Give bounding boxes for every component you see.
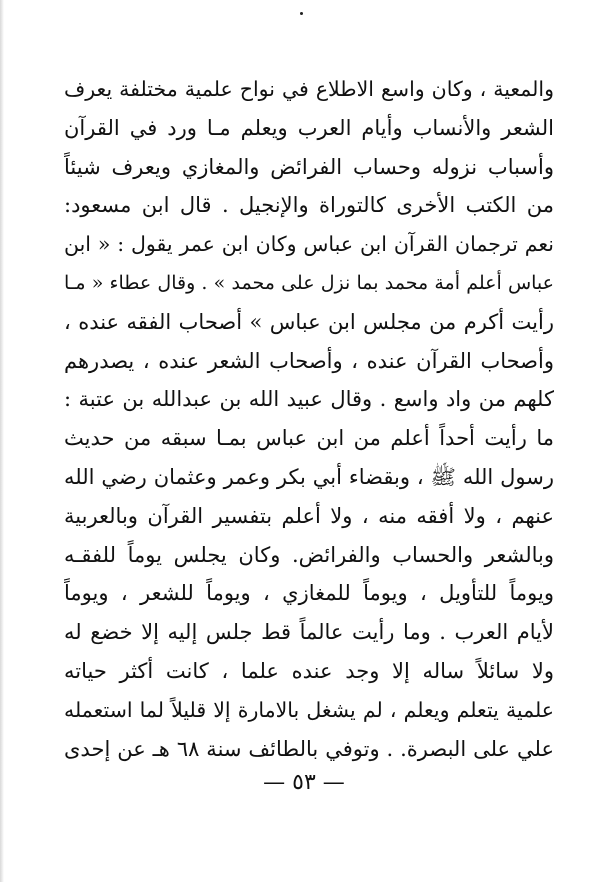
body-text [64,70,554,768]
text-line: ويوماً للتأويل ، ويوماً للمغازي ، ويوماً للشعر ، ويوماً [64,581,554,606]
text-line: وأصحاب القرآن عنده ، وأصحاب الشعر عنده ، يصدرهم [64,348,554,373]
text-line: نعم ترجمان القرآن ابن عباس وكان ابن عمر يقول : « ابن [64,232,554,257]
text-line: عنهم ، ولا أفقه منه ، ولا أعلم بتفسير القرآن وبالعربية [64,503,554,528]
text-line: رسول الله ﷺ ، وبقضاء أبي بكر وعمر وعثمان رضي الله [64,464,554,489]
text-line: ما رأيت أحداً أعلم من ابن عباس بمـا سبقه من حديث [64,426,554,451]
text-line: رأيت أكرم من مجلس ابن عباس » أصحاب الفقه عنده ، [64,309,554,334]
page-number: — ٥٣ — [263,770,345,795]
text-line: لأيام العرب . وما رأيت عالماً قط جلس إليه إلا خضع له [64,620,554,645]
text-line: علمية يتعلم ويعلم ، لم يشغل بالامارة إلا قليلاً لما استعمله [64,697,554,722]
text-line: كلهم من واد واسع . وقال عبيد الله بن عبدالله بن عتبة : [64,387,554,412]
text-line: ولا سائلاً ساله إلا وجد عنده علما ، كانت أكثر حياته [64,658,554,683]
ink-speck [300,12,303,15]
text-line: الشعر والأنساب وأيام العرب ويعلم مـا ورد في القرآن [64,115,554,140]
text-line: من الكتب الأخرى كالتوراة والإنجيل . قال ابن مسعود: [64,193,554,218]
text-line: عباس أعلم أمة محمد بما نزل على محمد » . وقال عطاء « مـا [64,271,554,294]
text-line: وأسباب نزوله وحساب الفرائض والمغازي ويعرف شيئاً [64,154,554,179]
text-line: علي على البصرة. . وتوفي بالطائف سنة ٦٨ هـ عن إحدى [64,736,554,761]
page-edge [0,0,4,882]
text-line: والمعية ، وكان واسع الاطلاع في نواح علمية مختلفة يعرف [64,77,554,101]
text-line: وبالشعر والحساب والفرائض. وكان يجلس يوماً للفقـه [64,542,554,567]
